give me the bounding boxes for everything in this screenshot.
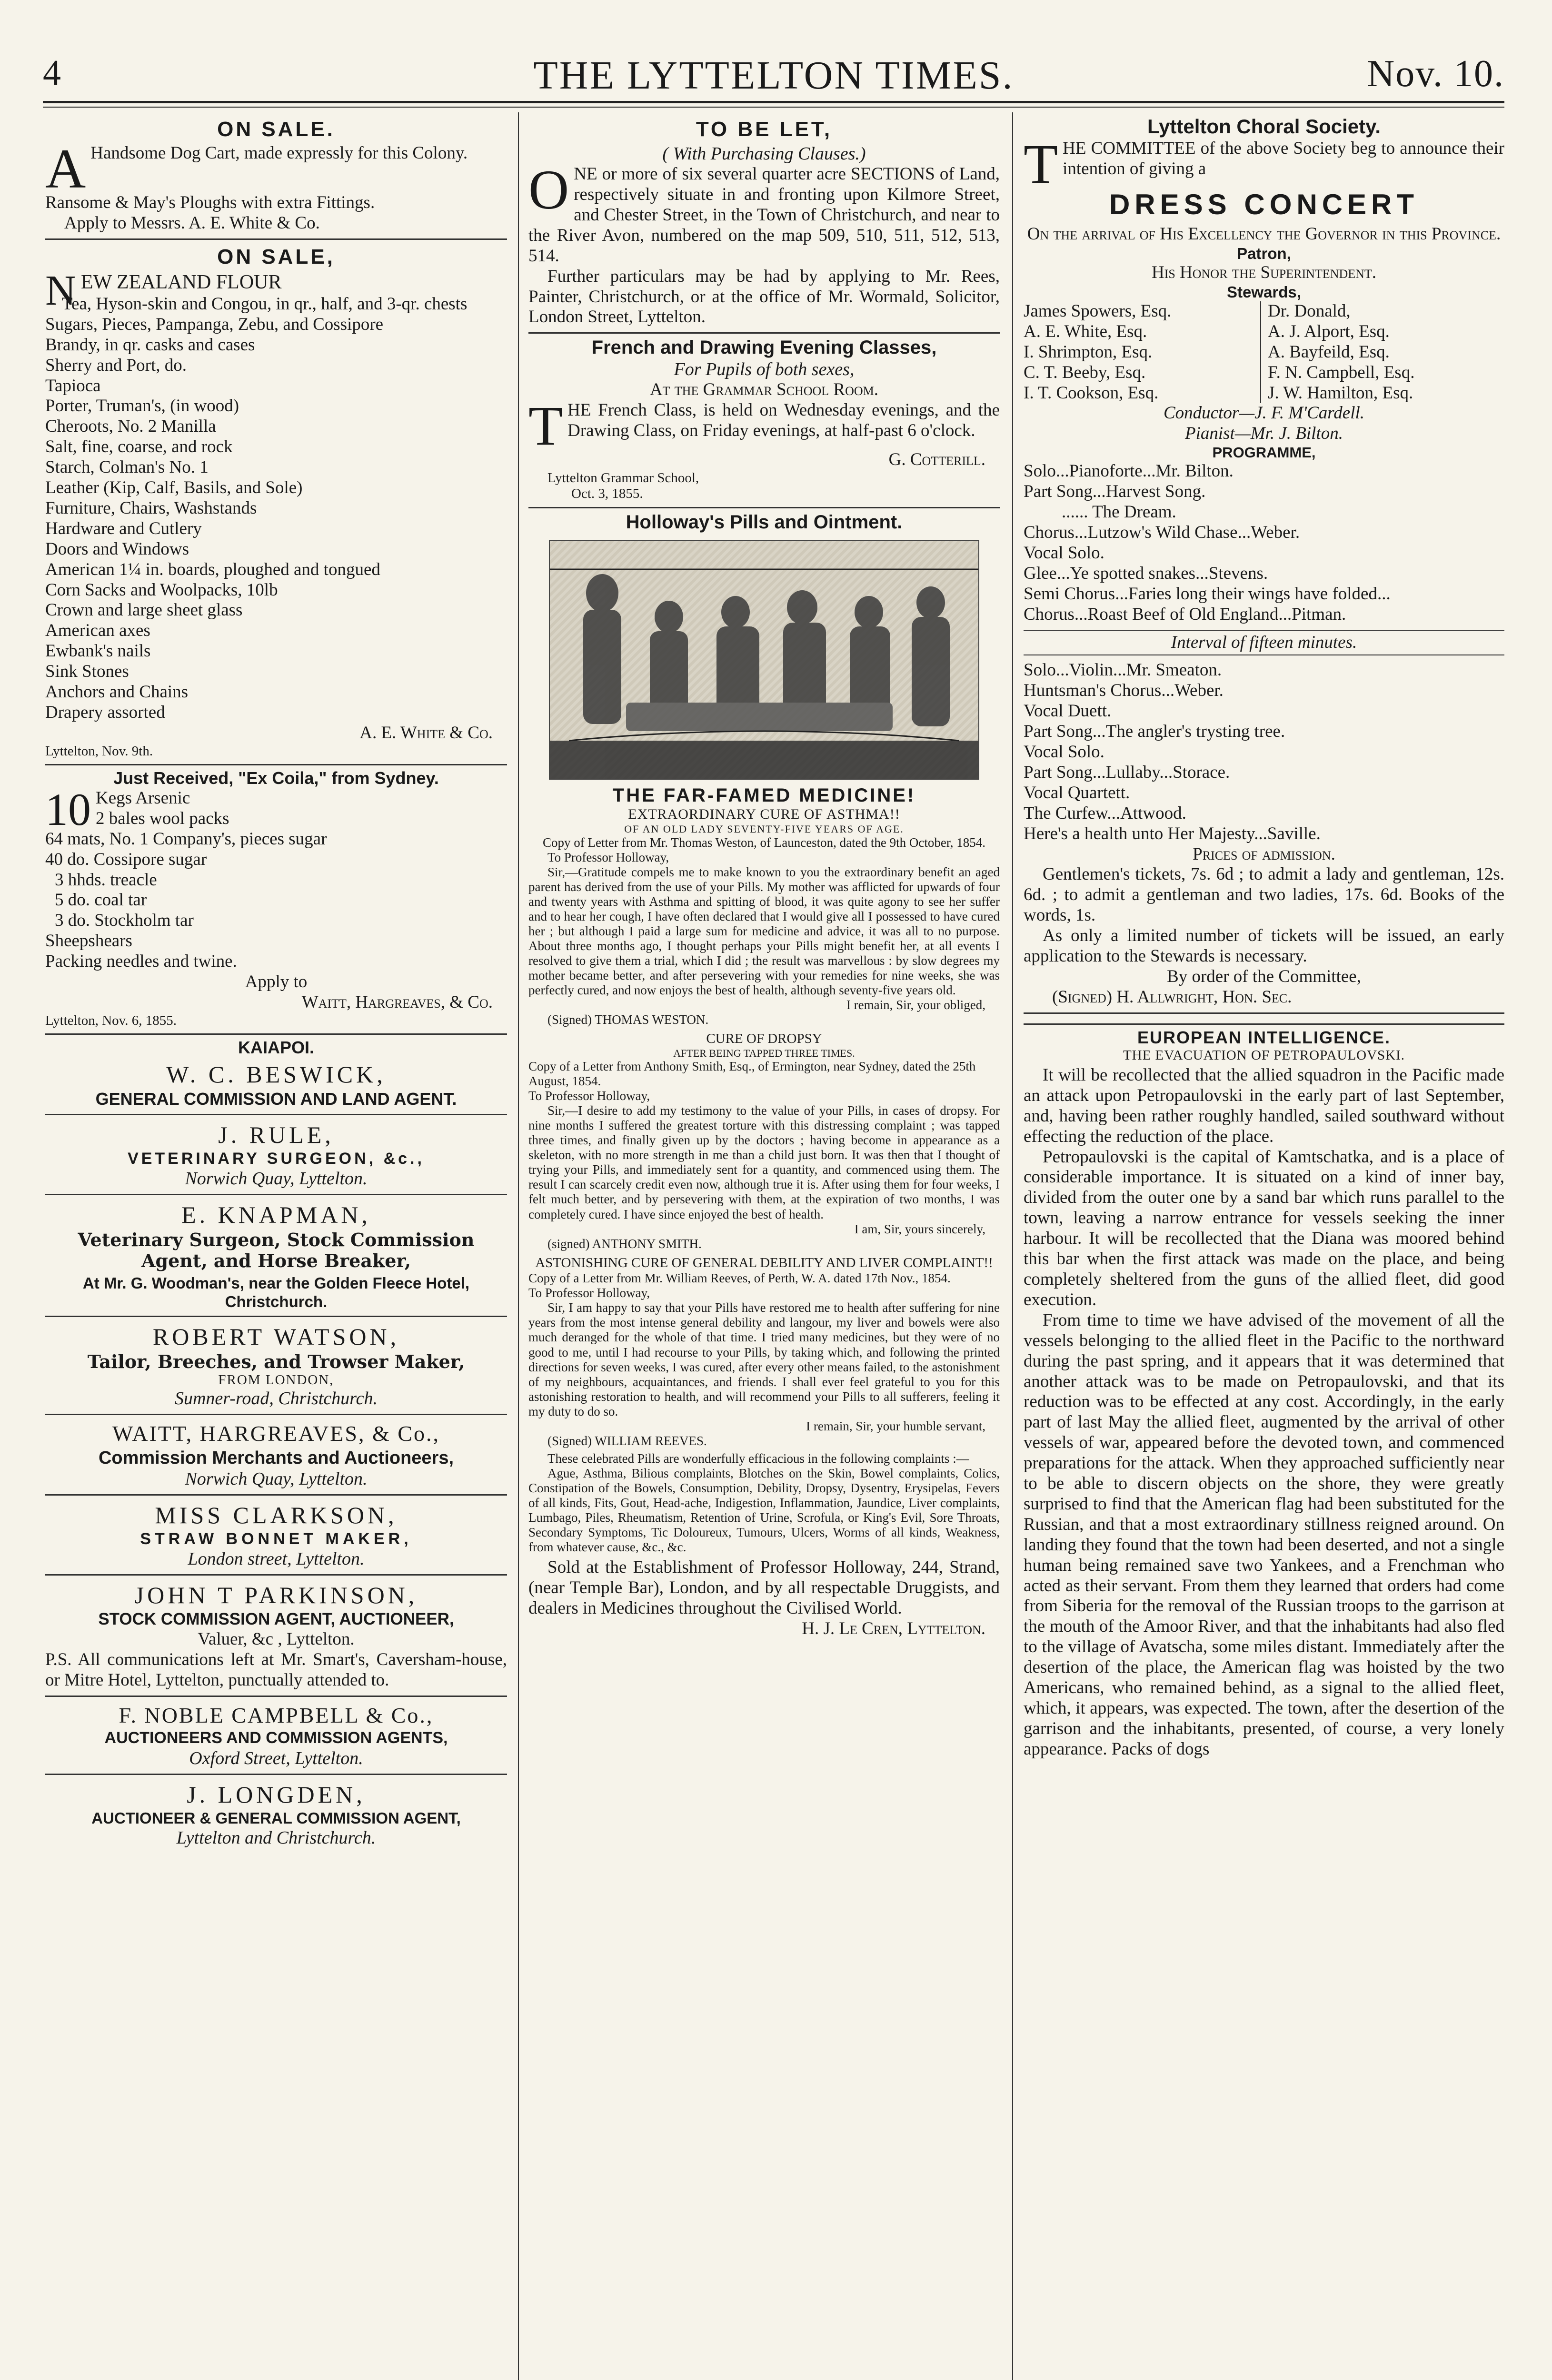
letter-body: Sir,—Gratitude compels me to make known to you the extraordinary benefit an aged parent has derived from the use of your Pills. My mother was afflicted for upwards of four and twenty years with Asthma and spitting of blood, it was quite agony to see her suffer and to hear her cough, I have often declared that I would give all I possessed to have cured her ; but although I paid a large sum for medicine and advice, it was all to no purpose. About three months ago, I thought perhaps your Pills might benefit her, at all events I resolved to give them a trial, which I did ; the result was marvellous : by slow degrees my mother became better, and after persevering with your remedies for nine weeks, she was perfectly cured, and now enjoys the best of health, although seventy-five years old. [528,864,1000,997]
programme-item: Here's a health unto Her Majesty...Saville. [1024,823,1321,843]
ad-heading: ON SALE, [217,245,335,269]
ad-dateline: Lyttelton, Nov. 9th. [45,743,153,759]
ad-signature: Waitt, Hargreaves, & Co. [301,992,493,1012]
list-item: Brandy, in qr. casks and cases [45,335,255,355]
steward: J. W. Hamilton, Esq. [1268,383,1413,403]
drop-cap: O [528,159,569,221]
letter-salutation: To Professor Holloway, [547,850,669,864]
steward: Dr. Donald, [1268,301,1351,321]
ad-rule [45,1115,507,1196]
column-2 [528,112,1000,2380]
ad-name: E. KNAPMAN, [181,1201,371,1229]
prices-body: Gentlemen's tickets, 7s. 6d ; to admit a lady and gentleman, 12s. 6d. ; to admit a gentleman and two ladies, 17s. 6d. Books of the words, 1s. [1024,864,1504,925]
drop-cap: N [45,267,76,315]
letter-salutation: To Professor Holloway, [528,1286,650,1300]
ad-holloway [528,508,1000,1644]
ad-body: Further particulars may be had by applying to Mr. Rees, Painter, Christchurch, or at the office of Mr. Wormald, Solicitor, London Street, Lyttelton. [528,266,1000,327]
interval-note: Interval of fifteen minutes. [1024,630,1504,656]
programme-item: Part Song...Harvest Song. [1024,482,1206,502]
ad-dateline: Lyttelton Grammar School, [547,470,699,486]
ad-heading: French and Drawing Evening Classes, [591,337,937,358]
pianist: Pianist—Mr. J. Bilton. [1185,424,1343,444]
ad-banner: THE FAR-FAMED MEDICINE! [612,785,916,806]
ad-signature: (Signed) H. Allwright, Hon. Sec. [1052,987,1292,1007]
list-item: 2 bales wool packs [96,808,229,828]
list-item: Salt, fine, coarse, and rock [45,437,233,457]
header-rule [43,101,1504,103]
masthead-bar [43,48,1504,100]
ad-to-be-let [528,112,1000,334]
drop-cap: 10 [45,783,91,835]
programme-item: Chorus...Roast Beef of Old England...Pitman. [1024,604,1346,624]
steward: James Spowers, Esq. [1024,301,1172,321]
letter-intro: Copy of a Letter from Anthony Smith, Esq., of Ermington, near Sydney, dated the 25th August, 1854. [528,1059,976,1089]
ad-watson [45,1317,507,1416]
ad-address: London street, Lyttelton. [188,1549,365,1569]
order-note: By order of the Committee, [1167,967,1361,986]
ad-signature: H. J. Le Cren, Lyttelton. [802,1618,985,1638]
letter-body: Sir, I am happy to say that your Pills have restored me to health after suffering for nine years from the most intense general debility and langour, my liver and bowels were also much deranged for the whole of that time. I tried many medicines, but they were of no good to me, until I had recourse to your Pills, by taking which, and following the printed directions for seven weeks, I was cured, after every other means failed, to the astonishment of my neighbours, acquaintances, and friends. I shall ever feel grateful to you for this astonishing restoration to health, and will recommend your Pills to all sufferers, feeling it my duty to do so. [528,1300,1000,1418]
ad-name: WAITT, HARGREAVES, & Co., [112,1421,440,1446]
ad-choral-concert [1024,112,1504,1014]
column-3 [1024,112,1504,2380]
limited-note: As only a limited number of tickets will be issued, an early application to the Stewards is necessary. [1024,926,1504,966]
ad-heading: ON SALE. [217,118,335,141]
ad-longden [45,1775,507,1853]
list-item: Starch, Colman's No. 1 [45,457,209,477]
ad-title: Veterinary Surgeon, Stock Commission Agent, and Horse Breaker, [78,1229,475,1272]
ad-line: Apply to [245,972,308,992]
ad-heading: Just Received, "Ex Coila," from Sydney. [113,768,439,788]
letter-heading: CURE OF DROPSY [706,1031,822,1047]
article-subheading: THE EVACUATION OF PETROPAULOVSKI. [1123,1047,1405,1063]
ad-on-sale-flour [45,240,507,765]
ad-line: Apply to Messrs. A. E. White & Co. [64,213,320,233]
ad-body: These celebrated Pills are wonderfully efficacious in the following complaints :— [547,1451,969,1466]
ad-title: STRAW BONNET MAKER, [140,1529,412,1548]
programme-item: Vocal Duett. [1024,701,1112,721]
patron-label: Patron, [1237,244,1291,262]
steward: F. N. Campbell, Esq. [1268,362,1415,382]
ad-line: Handsome Dog Cart, made expressly for this Colony. [90,143,468,163]
ad-line: Ransome & May's Ploughs with extra Fittings. [45,193,375,213]
letter-close: I am, Sir, yours sincerely, [854,1221,985,1236]
ad-address: Norwich Quay, Lyttelton. [185,1169,368,1189]
letter-intro: Copy of Letter from Mr. Thomas Weston, of Launceston, dated the 9th October, 1854. [542,835,986,850]
ad-name: J. LONGDEN, [187,1781,366,1808]
woodcut-figures-icon [550,541,978,779]
column-divider [1012,112,1013,2380]
ad-body: HE French Class, is held on Wednesday evenings, and the Drawing Class, on Friday evenings, at half-past 6 o'clock. [567,400,1000,440]
ad-body: HE COMMITTEE of the above Society beg to announce their intention of giving a [1063,138,1504,178]
column-1 [45,112,507,2380]
letter-signature: (Signed) THOMAS WESTON. [547,1012,709,1027]
ad-address: Sumner-road, Christchurch. [174,1388,378,1409]
header-rule-thin [43,107,1504,108]
ad-title: GENERAL COMMISSION AND LAND AGENT. [95,1089,457,1109]
ad-dateline: Oct. 3, 1855. [571,486,643,502]
programme-item: Huntsman's Chorus...Weber. [1024,681,1224,701]
programme-item: The Curfew...Attwood. [1024,803,1186,823]
ad-subheading: ( With Purchasing Clauses.) [662,144,866,164]
ad-title: Commission Merchants and Auctioneers, [98,1448,454,1468]
programme-item: Solo...Violin...Mr. Smeaton. [1024,660,1222,680]
patron-name: His Honor the Superintendent. [1151,262,1377,282]
ad-name: F. NOBLE CAMPBELL & Co., [119,1703,434,1727]
letter-close: I remain, Sir, your humble servant, [806,1418,985,1433]
list-item: Hardware and Cutlery [45,518,202,538]
ad-subheading: EXTRAORDINARY CURE OF ASTHMA!! [628,806,900,823]
ad-subheading: For Pupils of both sexes, [674,359,855,379]
drop-cap: T [528,394,563,457]
letter-heading: ASTONISHING CURE OF GENERAL DEBILITY AND LIVER COMPLAINT!! [535,1255,993,1270]
list-item: Corn Sacks and Woolpacks, 10lb [45,580,278,600]
letter-close: I remain, Sir, your obliged, [846,998,985,1012]
ad-signature: A. E. White & Co. [359,723,493,743]
programme-item: Vocal Solo. [1024,543,1104,563]
ad-body: NE or more of six several quarter acre SECTIONS of Land, respectively situate in and fronting upon Kilmore Street, and Chester Street, in the Town of Christchurch, and near to the River Avon, numbered on the map 509, 510, 511, 512, 513, 514. [528,164,1000,266]
ad-name: JOHN T PARKINSON, [134,1582,418,1609]
list-item: Cheroots, No. 2 Manilla [45,416,216,436]
issue-date: Nov. 10. [1367,53,1504,95]
list-item: Tapioca [45,376,101,396]
ad-beswick [45,1035,507,1115]
ad-name: W. C. BESWICK, [166,1061,386,1088]
list-item: Tea, Hyson-skin and Congou, in qr., half, and 3-qr. chests [62,294,468,314]
ad-complaints: Ague, Asthma, Bilious complaints, Blotches on the Skin, Bowel complaints, Colics, Constipation of the Bowels, Consumption, Debility, Dropsy, Dysentry, Erysipelas, Fevers of all kinds, Fits, Gout, Head-ache, Indigestion, Inflammation, Jaundice, Liver complaints, Lumbago, Piles, Rheumatism, Retention of Urine, Scrofula, or King's Evil, Sore Throats, Secondary Symptoms, Tic Doloureux, Tumours, Ulcers, Worms of all kinds, Weakness, from whatever cause, &c., &c. [528,1466,1000,1555]
drop-cap: T [1024,132,1058,195]
programme-item: Vocal Quartett. [1024,783,1130,803]
ad-name: J. RULE, [218,1121,334,1148]
list-item: American 1¼ in. boards, ploughed and tongued [45,559,380,579]
ad-heading: TO BE LET, [696,118,833,141]
ad-title: STOCK COMMISSION AGENT, AUCTIONEER, [98,1610,454,1629]
letter-body: Sir,—I desire to add my testimony to the value of your Pills, in cases of dropsy. For nine months I suffered the greatest torture with this distressing complaint ; was tapped three times, and finally given up by the doctors ; having become in appearance as a skeleton, with no more strength in me than a child just born. It was then that I thought of trying your Pills, and immediately sent for a quantity, and commenced using them. The result I can scarcely credit even now, although true it is. After using them for four weeks, I felt much better, and by persevering with them, at the expiration of two months, I was completely cured. I have since enjoyed the best of health. [528,1103,1000,1221]
list-item: Sugars, Pieces, Pampanga, Zebu, and Cossipore [45,314,384,334]
ad-signature: G. Cotterill. [888,450,985,470]
article-heading: EUROPEAN INTELLIGENCE. [1137,1027,1391,1047]
programme-label: PROGRAMME, [1212,444,1316,461]
ad-address: Lyttelton and Christchurch. [176,1827,376,1848]
steward: C. T. Beeby, Esq. [1024,362,1146,382]
ad-parkinson [45,1576,507,1696]
list-item: Furniture, Chairs, Washstands [45,498,257,518]
steward: I. T. Cookson, Esq. [1024,383,1159,403]
programme-item: Part Song...The angler's trysting tree. [1024,722,1285,742]
ad-from: FROM LONDON, [218,1372,334,1388]
steward: A. E. White, Esq. [1024,321,1147,341]
ad-line: EW ZEALAND FLOUR [81,271,282,294]
list-item: 40 do. Cossipore sugar [45,849,207,869]
ad-subheading: OF AN OLD LADY SEVENTY-FIVE YEARS OF AGE. [624,823,904,835]
letter-signature: (signed) ANTHONY SMITH. [547,1236,702,1251]
programme-item: Part Song...Lullaby...Storace. [1024,762,1230,782]
list-item: 64 mats, No. 1 Company's, pieces sugar [45,829,327,849]
ad-knapman [45,1195,507,1317]
letter-subheading: AFTER BEING TAPPED THREE TIMES. [673,1047,855,1059]
steward: A. Bayfeild, Esq. [1268,342,1390,362]
ad-title: AUCTIONEERS AND COMMISSION AGENTS, [104,1729,448,1747]
letter-intro: Copy of a Letter from Mr. William Reeves, of Perth, W. A. dated 17th Nov., 1854. [528,1271,951,1286]
column-divider [518,112,519,2380]
ad-body: P.S. All communications left at Mr. Smart's, Caversham-house, or Mitre Hotel, Lyttelton, punctually attended to. [45,1649,507,1690]
letter-salutation: To Professor Holloway, [528,1089,650,1103]
list-item: Anchors and Chains [45,682,189,702]
ad-just-received [45,765,507,1035]
concert-arrival: On the arrival of His Excellency the Governor in this Province. [1027,224,1501,244]
woodcut-illustration [549,540,979,780]
list-item: Sheepshears [45,931,132,951]
stewards-label: Stewards, [1227,283,1301,301]
ad-address: At Mr. G. Woodman's, near the Golden Fleece Hotel, Christchurch. [82,1274,470,1310]
ad-dateline: Lyttelton, Nov. 6, 1855. [45,1012,177,1028]
ad-on-sale-dog-cart [45,112,507,240]
ad-subtitle: Valuer, &c , Lyttelton. [198,1629,355,1649]
steward: A. J. Alport, Esq. [1268,321,1390,341]
ad-place: At the Grammar School Room. [649,379,879,399]
list-item: Sink Stones [45,662,129,682]
list-item: Drapery assorted [45,703,165,723]
list-item: Ewbank's nails [45,641,151,661]
prices-label: Prices of admission. [1193,844,1335,864]
ad-address: Oxford Street, Lyttelton. [189,1748,363,1768]
ad-body: Sold at the Establishment of Professor Holloway, 244, Strand, (near Temple Bar), London, and by all respectable Druggists, and dealers in Medicines throughout the Civilised World. [528,1557,1000,1618]
article-paragraph: It will be recollected that the allied squadron in the Pacific made an attack upon Petropaulovski in the early part of last September, and, having been rather roughly handled, sailed southward without effecting the reduction of the place. [1024,1065,1504,1146]
programme-item: Solo...Pianoforte...Mr. Bilton. [1024,461,1234,481]
list-item: Leather (Kip, Calf, Basils, and Sole) [45,478,303,498]
list-item: Porter, Truman's, (in wood) [45,396,239,416]
programme-item: Chorus...Lutzow's Wild Chase...Weber. [1024,522,1300,542]
programme-item: Glee...Ye spotted snakes...Stevens. [1024,563,1268,583]
ad-heading: Holloway's Pills and Ointment. [626,511,903,533]
article-paragraph: From time to time we have advised of the movement of all the vessels belonging to the allied fleet in the Pacific to the northward during the past spring, and it appears that it was determined that another attack was to be made on Petropaulovski, and that its reduction was to be effected at any cost. Accordingly, in the early part of last May the allied fleet, augmented by the arrival of other vessels of war, appeared before the devoted town, and commenced preparations for the attack. When they approached sufficiently near to be able to discern objects on the shore, they were greatly surprised to find that the American flag had been substituted for the Russian, and that a most extraordinary stillness reigned around. On landing they found that the town had been deserted, and not a single human being remained save two Yankees, and a Frenchman who acted as their servant. From them they learned that orders had come from Siberia for the removal of the Russian troops to the garrison at the mouth of the Amoor River, and that the inhabitants had also fled to the village of Avatscha, some miles distant. Immediately after the desertion of the place, the American flag was hoisted by the two Americans, who remained behind, as a signal to the allied fleet, which, it appears, was expected. The town, after the desertion of the garrison and the inhabitants, presented, of course, a very lonely appearance. Packs of dogs [1024,1310,1504,1759]
list-item: 3 do. Stockholm tar [55,911,194,931]
programme-item: ...... The Dream. [1062,502,1176,522]
steward: I. Shrimpton, Esq. [1024,342,1153,362]
ad-waitt-hargreaves [45,1415,507,1496]
ad-heading: Lyttelton Choral Society. [1147,115,1381,138]
ad-campbell [45,1697,507,1775]
stewards-list [1024,301,1504,404]
list-item: Sherry and Port, do. [45,355,187,375]
article-european-intelligence [1024,1023,1504,1765]
programme-item: Semi Chorus...Faries long their wings have folded... [1024,584,1391,604]
page-number: 4 [43,53,61,93]
masthead-title: THE LYTTELTON TIMES. [533,53,1014,98]
list-item: Packing needles and twine. [45,952,237,972]
ad-french-drawing-classes [528,334,1000,508]
ad-address: Norwich Quay, Lyttelton. [185,1468,368,1489]
list-item: American axes [45,621,150,641]
list-item: 3 hhds. treacle [55,870,157,890]
list-item: Kegs Arsenic [96,788,190,808]
concert-title: DRESS CONCERT [1109,188,1419,221]
ad-place: KAIAPOI. [238,1038,314,1058]
article-paragraph: Petropaulovski is the capital of Kamtschatka, and is a place of considerable importance. It is situated on a kind of inner bay, divided from the outer one by a sand bar which runs parallel to the town, leaving a narrow entrance for vessels seeking the inner harbour. It will be recollected that the Diana was moored behind this bar when the first attack was made on the place, and being completely sheltered from the guns of the allied fleet, did good execution. [1024,1147,1504,1309]
ad-clarkson [45,1496,507,1576]
ad-name: MISS CLARKSON, [155,1501,398,1528]
list-item: Doors and Windows [45,539,189,559]
list-item: 5 do. coal tar [55,890,147,910]
ad-title: Tailor, Breeches, and Trowser Maker, [87,1350,465,1372]
ad-title: VETERINARY SURGEON, &c., [128,1149,425,1168]
letter-signature: (Signed) WILLIAM REEVES. [547,1433,707,1448]
ad-name: ROBERT WATSON, [152,1323,400,1350]
drop-cap: A [45,138,86,200]
list-item: Crown and large sheet glass [45,600,243,620]
ad-title: AUCTIONEER & GENERAL COMMISSION AGENT, [91,1809,461,1827]
programme-item: Vocal Solo. [1024,742,1104,762]
conductor: Conductor—J. F. M'Cardell. [1163,403,1365,423]
